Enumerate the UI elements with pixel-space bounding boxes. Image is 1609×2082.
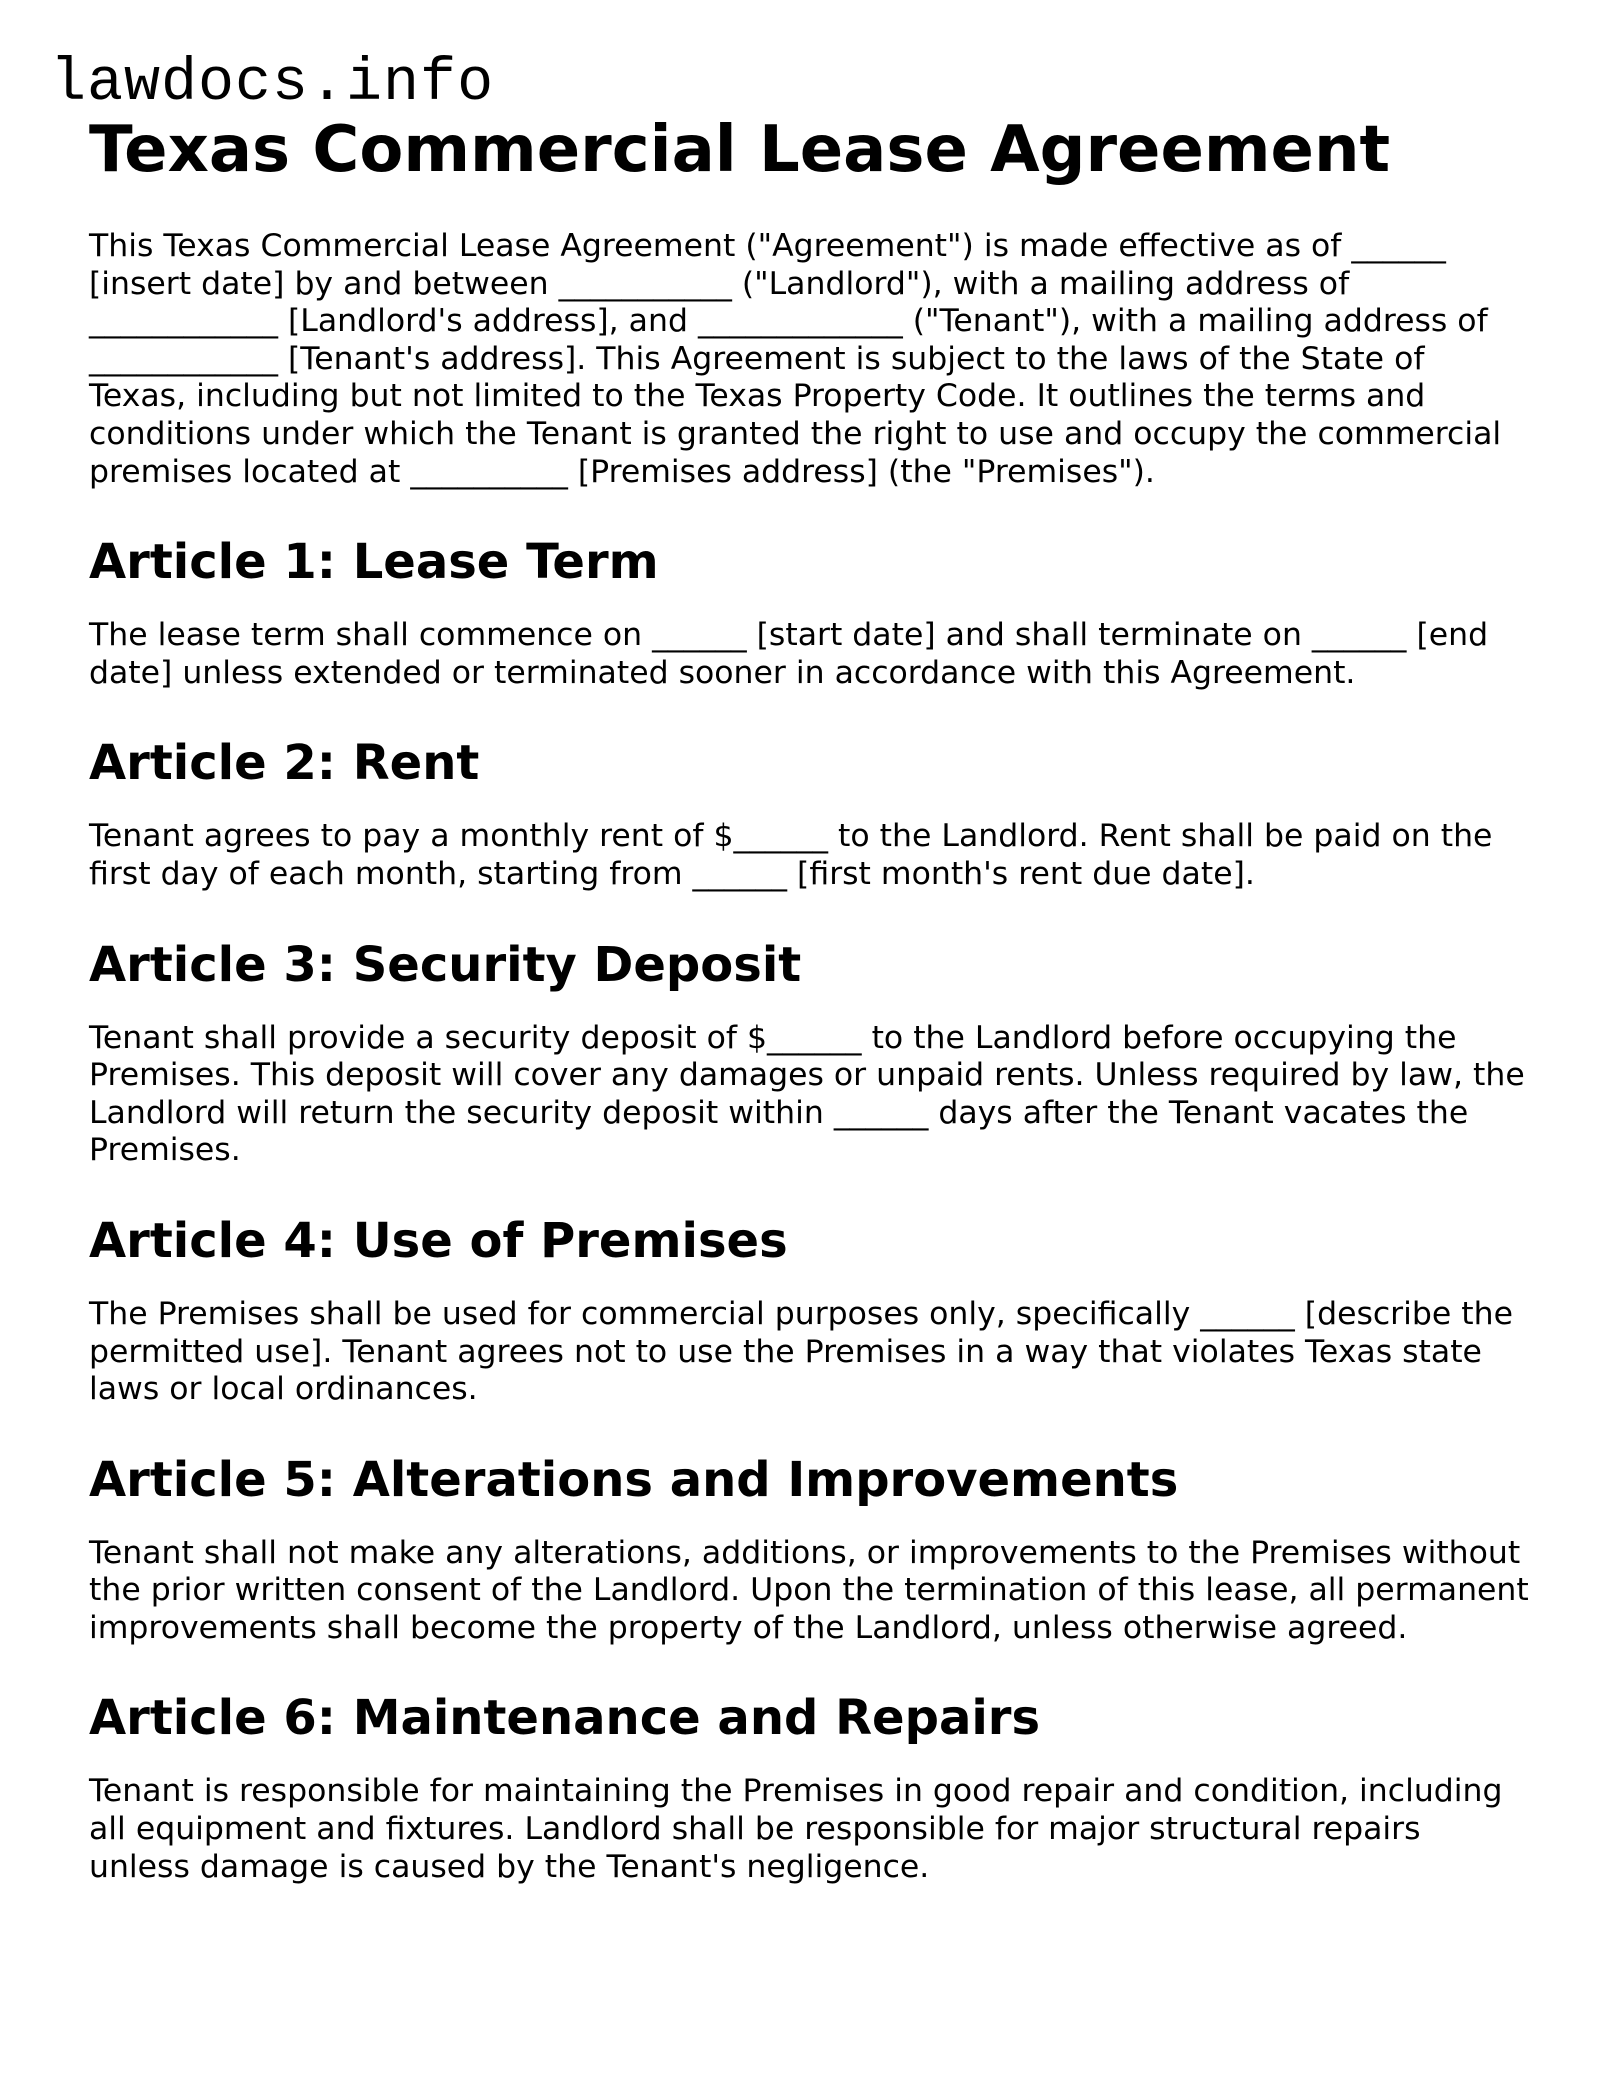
article-heading: Article 6: Maintenance and Repairs xyxy=(89,1690,1041,1747)
intro-paragraph: This Texas Commercial Lease Agreement ("Agreement") is made effective as of ______ [insert date] by and between ___________ ("Landlord"), with a mailing address of ____________ [Landlord's address], and _____________ ("Tenant"), with a mailing address of ____________ [Tenant's address]. This Agreement is subject to the laws of the State of Texas, including but not limited to the Texas Property Code. It outlines the terms and conditions under which the Tenant is granted the right to use and occupy the commercial premises located at __________ [Premises address] (the "Premises"). xyxy=(89,228,1502,490)
site-watermark: lawdocs.info xyxy=(50,50,495,118)
article-body: Tenant agrees to pay a monthly rent of $______ to the Landlord. Rent shall be paid on the first day of each month, starting from ______ [first month's rent due date]. xyxy=(89,818,1493,892)
article-6 xyxy=(89,1689,1529,1886)
article-body: The lease term shall commence on ______ [start date] and shall terminate on ______ [end date] unless extended or terminated sooner in accordance with this Agreement. xyxy=(89,617,1489,691)
article-body: Tenant is responsible for maintaining the Premises in good repair and condition, including all equipment and fixtures. Landlord shall be responsible for major structural repairs unless damage is caused by the Tenant's negligence. xyxy=(89,1773,1503,1885)
article-body: Tenant shall not make any alterations, additions, or improvements to the Premises without the prior written consent of the Landlord. Upon the termination of this lease, all permanent improvements shall become the property of the Landlord, unless otherwise agreed. xyxy=(89,1534,1529,1646)
article-1 xyxy=(89,533,1529,692)
article-4 xyxy=(89,1212,1529,1409)
article-2 xyxy=(89,734,1529,893)
document-title: Texas Commercial Lease Agreement xyxy=(89,113,1391,187)
article-heading: Article 3: Security Deposit xyxy=(89,936,802,993)
article-heading: Article 5: Alterations and Improvements xyxy=(89,1451,1179,1508)
article-heading: Article 4: Use of Premises xyxy=(89,1212,788,1269)
article-5 xyxy=(89,1451,1529,1648)
document-body xyxy=(89,112,1529,1886)
article-heading: Article 2: Rent xyxy=(89,735,480,792)
article-heading: Article 1: Lease Term xyxy=(89,534,659,591)
article-body: Tenant shall provide a security deposit of $______ to the Landlord before occupying the Premises. This deposit will cover any damages or unpaid rents. Unless required by law, the Landlord will return the security deposit within ______ days after the Tenant vacates the Premises. xyxy=(89,1019,1525,1169)
article-3 xyxy=(89,936,1529,1170)
article-body: The Premises shall be used for commercial purposes only, specifically ______ [describe the permitted use]. Tenant agrees not to use the Premises in a way that violates Texas state laws or local ordinances. xyxy=(89,1295,1513,1408)
